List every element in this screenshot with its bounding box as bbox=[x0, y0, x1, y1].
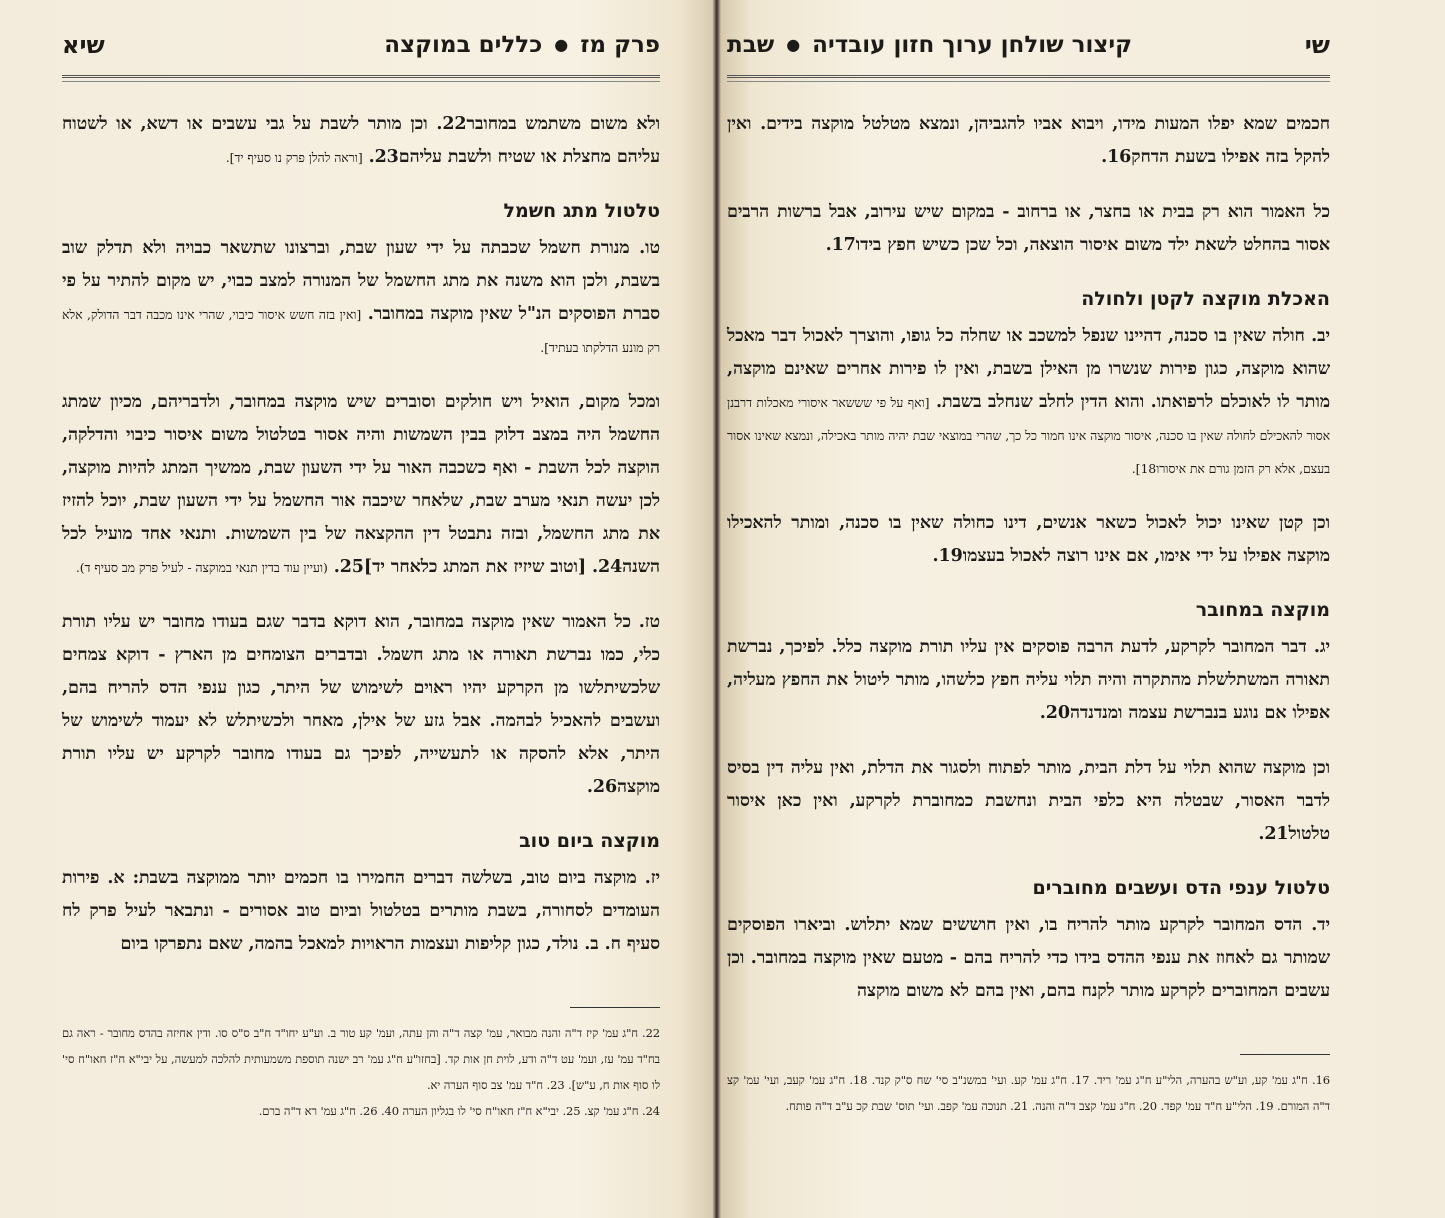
right-body bbox=[727, 108, 1330, 1008]
paragraph-number: יד. bbox=[1311, 915, 1330, 935]
paragraph-number: טו. bbox=[639, 238, 660, 258]
paragraph bbox=[727, 631, 1330, 730]
section-title: שבת bbox=[727, 31, 775, 58]
paragraph-text: ולא משום משתמש במחובר22. וכן מותר לשבת על גבי עשבים או דשא, או לשטוח עליהם מחצלת או שטיח ולשבת עליהם23. bbox=[62, 114, 660, 167]
left-running-title bbox=[384, 32, 660, 58]
left-footnotes bbox=[62, 1020, 660, 1124]
right-footnotes bbox=[727, 1067, 1330, 1119]
section-heading: טלטול מתג חשמל bbox=[503, 200, 660, 222]
paragraph bbox=[62, 862, 660, 961]
footnote: 22. ח"ג עמ' קיז ד"ה והנה מבואר, עמ' קצה ד"ה והן עתה, ועמ' קע טור ב. וע"ע יחו"ד ח"ב ס"ס סו. ודין אחיזה בהדס מחובר - ראה גם בח"ד עמ' עז, ועמ' עט ד"ה ודע, לוית חן אות קד. [בחזו"ע ח"ג עמ' רב ישנה תוספת משמעותית להלכה למעשה, על יבי"א ח"ז חאו"ח סי' לו סוף אות ח, ע"ש]. 23. ח"ד עמ' צב סוף הערה יא. bbox=[62, 1026, 660, 1092]
left-page bbox=[0, 0, 700, 1218]
paragraph bbox=[62, 386, 660, 584]
paragraph-text: וכן קטן שאינו יכול לאכול כשאר אנשים, דינו כחולה שאין בו סכנה, ומותר להאכילו מוקצה אפילו על ידי אימו, אם אינו רוצה לאכול בעצמו19. bbox=[727, 513, 1330, 566]
bullet-icon: ● bbox=[554, 35, 569, 54]
paragraph bbox=[727, 108, 1330, 174]
inline-note: (ועיין עוד בדין תנאי במוקצה - לעיל פרק מב סעיף ד). bbox=[75, 560, 328, 575]
left-page-number: שיא bbox=[62, 30, 105, 59]
paragraph bbox=[727, 752, 1330, 851]
paragraph bbox=[62, 606, 660, 804]
paragraph bbox=[62, 108, 660, 174]
paragraph-text: דבר המחובר לקרקע, לדעת הרבה פוסקים אין עליו תורת מוקצה כלל. לפיכך, נברשת תאורה המשתלשלת מהתקרה והיה תלוי עליה חפץ כלשהו, מותר ליטול את החפץ מעליה, אפילו אם נוגע בנברשת עצמה ומנדנדה20. bbox=[727, 637, 1330, 723]
right-page bbox=[705, 0, 1445, 1218]
left-body bbox=[62, 108, 660, 961]
paragraph bbox=[727, 507, 1330, 573]
paragraph-text: הדס המחובר לקרקע מותר להריח בו, ואין חוששים שמא יתלוש. וביארו הפוסקים שמותר גם לאחוז את ענפי ההדס בידו כדי להריח בהם - מטעם שאין מוקצה במחובר. וכן עשבים המחוברים לקרקע מותר לקנח בהם, ואין בהם לא משום מוקצה bbox=[727, 915, 1330, 1001]
paragraph bbox=[727, 196, 1330, 262]
footnote: 16. ח"ג עמ' קע, וע"ש בהערה, הלי"ע ח"ג עמ' ריד. 17. ח"ג עמ' קע. ועי' במשנ"ב סי' שח ס"ק קנד. 18. ח"ג עמ' קעב, ועי' עמ' קצ ד"ה המורם. 19. הלי"ע ח"ד עמ' קפד. 20. ח"ג עמ' קצב ד"ה והנה. 21. תנוכה עמ' קפב. ועי' תוס' שבת קכ ע"ב ד"ה פותח. bbox=[727, 1073, 1330, 1113]
bullet-icon: ● bbox=[786, 35, 801, 54]
inline-note: [וראה להלן פרק נו סעיף יד]. bbox=[225, 150, 363, 165]
book-title: קיצור שולחן ערוך חזון עובדיה bbox=[812, 31, 1133, 58]
paragraph-number: יג. bbox=[1313, 637, 1330, 657]
paragraph-text: מנורת חשמל שכבתה על ידי שעון שבת, וברצונו שתשאר כבויה ולא תדלק שוב בשבת, ולכן הוא משנה את מתג החשמל של המנורה למצב כבוי, יש מקום להתיר על פי סברת הפוסקים הנ"ל שאין מוקצה במחובר. bbox=[62, 238, 661, 324]
right-running-title bbox=[727, 32, 1132, 58]
section-heading: טלטול ענפי הדס ועשבים מחוברים bbox=[1032, 877, 1330, 899]
paragraph-number: טז. bbox=[638, 612, 660, 632]
paragraph-text: ומכל מקום, הואיל ויש חולקים וסוברים שיש מוקצה במחובר, ולדבריהם, מכיון שמתג החשמל היה במצב דלוק בבין השמשות והיה אסור בטלטול משום איסור כיבוי והדלקה, הוקצה לכל השבת - ואף כשכבה האור על ידי השעון שבת, ממשיך המתג להיות מוקצה, לכן יעשה תנאי מערב שבת, שלאחר שיכבה אור החשמל על ידי השעון שבת, יוכל להזיז את מתג החשמל, ובזה נתבטל דין ההקצאה של בין השמשות. ותנאי אחד מועיל לכל השנה24. [וטוב שיזיז את המתג כלאחר יד]25. bbox=[62, 392, 660, 577]
paragraph bbox=[727, 909, 1330, 1008]
paragraph bbox=[727, 320, 1330, 485]
footnote-divider bbox=[1240, 1054, 1330, 1055]
chapter-topic: כללים במוקצה bbox=[384, 31, 543, 58]
right-running-head bbox=[727, 0, 1330, 78]
paragraph-number: יז. bbox=[644, 868, 660, 888]
paragraph-text: כל האמור שאין מוקצה במחובר, הוא דוקא בדבר שגם בעודו מחובר יש עליו תורת כלי, כמו נברשת תאורה או מתג חשמל. ובדברים הצומחים מן הארץ - דוקא צמחים שלכשיתלשו מן הקרקע יהיו ראוים לשימוש של היתר, כגון ענפי הדס להריח בהם, ועשבים להאכיל לבהמה. אבל גזע של אילן, מאחר ולכשיתלש לא יעמוד לשימוש של היתר, אלא להסקה או לתעשייה, לפיכך גם בעודו מחובר לקרקע יש עליו תורת מוקצה26. bbox=[62, 612, 660, 797]
paragraph-text: וכן מוקצה שהוא תלוי על דלת הבית, מותר לפתוח ולסגור את הדלת, ואין עליה דין בסיס לדבר האסור, שבטלה היא כלפי הבית ונחשבת כמחוברת לקרקע, ואין כאן איסור טלטול21. bbox=[727, 758, 1330, 844]
section-heading: האכלת מוקצה לקטן ולחולה bbox=[1081, 288, 1330, 310]
right-page-number: שי bbox=[1304, 30, 1330, 59]
paragraph-text: מוקצה ביום טוב, בשלשה דברים החמירו בו חכמים יותר ממוקצה בשבת: א. פירות העומדים לסחורה, בשבת מותרים בטלטול וביום טוב אסורים - ונתבאר לעיל פרק לח סעיף ח. ב. נולד, כגון קליפות ועצמות הראויות למאכל בהמה, שאם נתפרקו ביום bbox=[62, 868, 660, 954]
footnote: 24. ח"ג עמ' קצ. 25. יבי"א ח"ז חאו"ח סי' לו בגליון הערה 40. 26. ח"ג עמ' רא ד"ה ברם. bbox=[258, 1104, 660, 1118]
footnote-divider bbox=[570, 1007, 660, 1008]
section-heading: מוקצה ביום טוב bbox=[519, 830, 660, 852]
paragraph-text: כל האמור הוא רק בבית או בחצר, או ברחוב - במקום שיש עירוב, אבל ברשות הרבים אסור בהחלט לשאת ילד משום איסור הוצאה, וכל שכן כשיש חפץ בידו17. bbox=[727, 202, 1330, 255]
left-running-head bbox=[62, 0, 660, 78]
inline-note: [ואין בזה חשש איסור כיבוי, שהרי אינו מכבה דבר הדולק, אלא רק מונע הדלקתו בעתיד]. bbox=[62, 307, 660, 355]
paragraph bbox=[62, 232, 660, 364]
section-heading: מוקצה במחובר bbox=[1195, 599, 1330, 621]
inline-note: [ואף על פי שששאר איסורי מאכלות דרבנן אסור להאכילם לחולה שאין בו סכנה, איסור מוקצה אינו חמור כל כך, שהרי במוצאי שבת יהיה מותר באכילה, ונמצא שאינו אסור בעצם, אלא רק הזמן גורם את איסורו18]. bbox=[727, 395, 1330, 476]
paragraph-text: חכמים שמא יפלו המעות מידו, ויבוא אביו להגביהן, ונמצא מטלטל מוקצה בידים. ואין להקל בזה אפילו בשעת הדחק16. bbox=[727, 114, 1330, 167]
paragraph-number: יב. bbox=[1311, 326, 1330, 346]
paragraph-text: חולה שאין בו סכנה, דהיינו שנפל למשכב או שחלה כל גופו, והוצרך לאכול דבר מאכל שהוא מוקצה, כגון פירות שנשרו מן האילן בשבת, ואין לו פירות אחרים שאינם מוקצה, מותר לו לאוכלם לרפואתו. והוא הדין לחלב שנחלב בשבת. bbox=[727, 326, 1331, 412]
chapter-label: פרק מז bbox=[580, 31, 660, 58]
